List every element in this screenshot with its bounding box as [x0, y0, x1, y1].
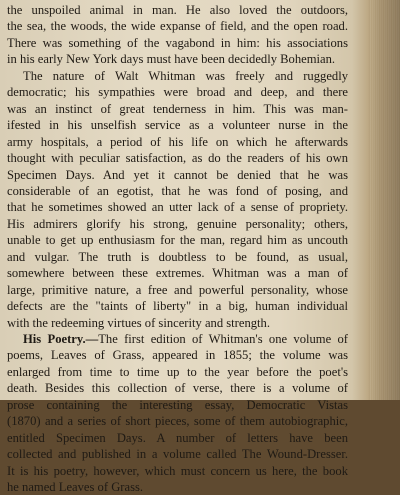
line-text: collected and published in a volume called The Wound-Dresser.	[7, 447, 348, 462]
line-text: entitled Specimen Days. A number of letters have been	[7, 430, 348, 445]
text-line	[7, 68, 348, 84]
text-line	[7, 2, 348, 18]
line-text: thought with peculiar satisfaction, as do the readers of his own	[7, 151, 348, 166]
text-line	[7, 167, 348, 183]
section-heading: His Poetry.—	[23, 332, 99, 346]
line-text: and vulgar. The truth is doubtless to be found, as usual,	[7, 249, 348, 264]
text-line	[7, 183, 348, 199]
text-line	[7, 117, 348, 133]
text-line	[7, 249, 348, 265]
text-line	[7, 315, 348, 331]
line-text: that he sometimes showed an utter lack of a sense of propriety.	[7, 200, 348, 215]
line-text: with the redeeming virtues of sincerity and strength.	[7, 315, 270, 330]
line-text: the sea, the woods, the wide expanse of field, and the open road.	[7, 19, 348, 34]
line-text: democratic; his sympathies were broad and deep, and there	[7, 85, 348, 100]
text-line	[7, 134, 348, 150]
line-text: large, primitive nature, a free and powerful personality, whose	[7, 282, 348, 297]
text-line	[7, 84, 348, 100]
text-line	[7, 35, 348, 51]
line-text: was an instinct of great tenderness in him. This was man-	[7, 101, 348, 116]
text-line	[7, 282, 348, 298]
line-text	[23, 331, 348, 347]
text-line	[7, 413, 348, 429]
line-text: His admirers glorify his strong, genuine personality; others,	[7, 216, 348, 231]
line-text: the unspoiled animal in man. He also loved the outdoors,	[7, 3, 348, 17]
line-text: somewhere between these extremes. Whitman was a man of	[7, 266, 348, 281]
text-line	[7, 364, 348, 380]
text-line	[7, 446, 348, 462]
text-line	[7, 397, 348, 413]
section-heading-line	[7, 331, 348, 347]
text-line	[7, 463, 348, 479]
line-text: The nature of Walt Whitman was freely and ruggedly	[23, 68, 348, 83]
book-page-text	[7, 0, 358, 495]
line-body: The first edition of Whitman's one volume of	[98, 332, 348, 346]
line-text: (1870) and a series of short pieces, some of them autobiographic,	[7, 414, 348, 429]
line-text: in his early New York days must have been decidedly Bohemian.	[7, 52, 336, 67]
line-text: unable to get up enthusiasm for the man, regard him as uncouth	[7, 233, 348, 248]
line-text: poems, Leaves of Grass, appeared in 1855; the volume was	[7, 348, 348, 363]
text-line	[7, 347, 348, 363]
line-text: ifested in his unselfish service as a volunteer nurse in the	[7, 118, 348, 133]
text-line	[7, 265, 348, 281]
page-edges	[370, 0, 400, 400]
text-line	[7, 18, 348, 34]
text-line	[7, 380, 348, 396]
line-text: he named Leaves of Grass.	[7, 480, 144, 495]
line-text: It is his poetry, however, which must concern us here, the book	[7, 463, 348, 478]
text-line	[7, 101, 348, 117]
line-text: enlarged from time to time up to the year before the poet's	[7, 364, 348, 379]
line-text: considerable of an egotist, that he was fond of posing, and	[7, 183, 348, 198]
line-text: Specimen Days. And yet it cannot be denied that he was	[7, 167, 348, 182]
text-line	[7, 232, 348, 248]
text-line	[7, 430, 348, 446]
text-line	[7, 216, 348, 232]
line-text: There was something of the vagabond in him: his associations	[7, 35, 348, 50]
line-text: death. Besides this collection of verse, there is a volume of	[7, 381, 348, 396]
text-line	[7, 150, 348, 166]
text-line	[7, 298, 348, 314]
line-text: prose containing the interesting essay, Democratic Vistas	[7, 397, 348, 412]
text-line	[7, 51, 348, 67]
text-line	[7, 479, 348, 495]
text-line	[7, 199, 348, 215]
line-text: defects are the "taints of liberty" in a big, human individual	[7, 299, 348, 314]
line-text: army hospitals, a period of his life on which he afterwards	[7, 134, 348, 149]
